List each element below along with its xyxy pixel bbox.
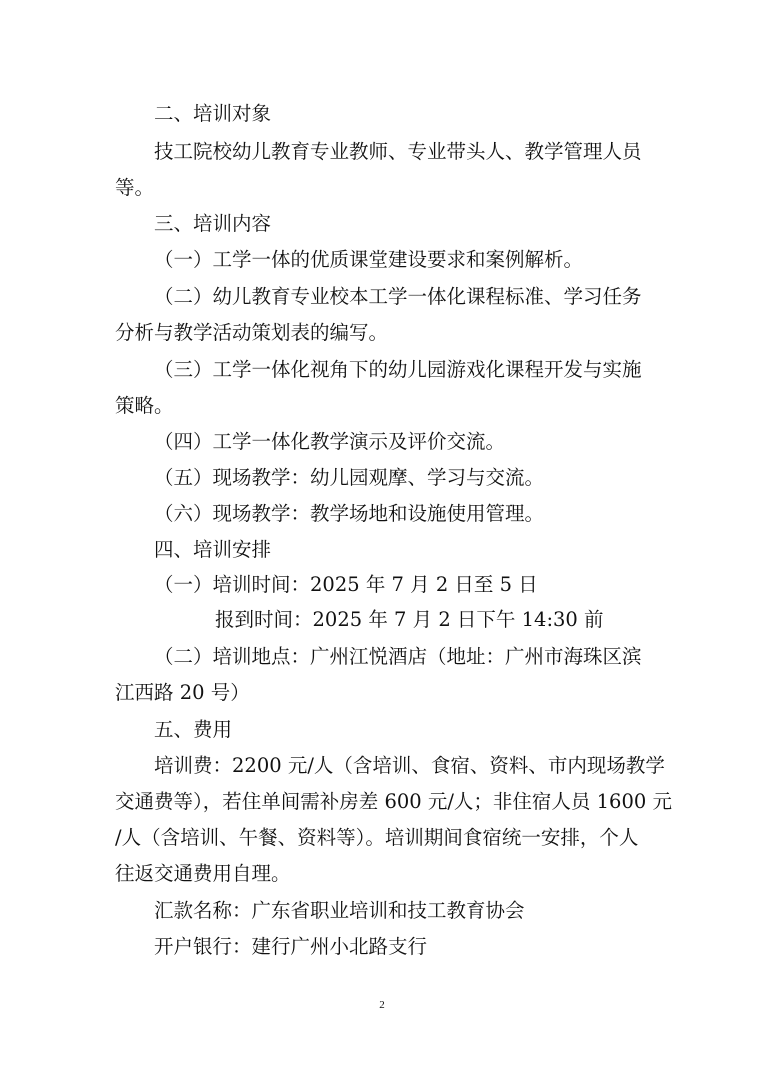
list-item: （五）现场教学：幼儿园观摩、学习与交流。 [154,466,545,489]
section-heading-training-schedule: 四、培训安排 [154,538,272,561]
list-item: （一）培训时间：2025 年 7 月 2 日至 5 日 [154,573,538,596]
list-item: （二）培训地点：广州江悦酒店（地址：广州市海珠区滨 [154,645,642,668]
section-heading-fees: 五、费用 [154,718,233,741]
section-heading-training-targets: 二、培训对象 [154,102,272,125]
list-item-continuation: 江西路 20 号） [115,681,250,704]
paragraph-line: 等。 [115,176,155,199]
paragraph-line: 培训费：2200 元/人（含培训、食宿、资料、市内现场教学 [154,754,665,777]
list-item: （四）工学一体化教学演示及评价交流。 [154,430,506,453]
paragraph-line: 交通费等），若住单间需补房差 600 元/人；非住宿人员 1600 元 [115,790,672,813]
list-item-continuation: 报到时间：2025 年 7 月 2 日下午 14:30 前 [215,608,604,631]
section-heading-training-content: 三、培训内容 [154,212,272,235]
account-name-line: 汇款名称：广东省职业培训和技工教育协会 [154,899,525,922]
list-item: （二）幼儿教育专业校本工学一体化课程标准、学习任务 [154,285,642,308]
page-number: 2 [379,999,385,1011]
list-item: （三）工学一体化视角下的幼儿园游戏化课程开发与实施 [154,358,642,381]
paragraph-line: /人（含培训、午餐、资料等）。培训期间食宿统一安排，个人 [115,826,639,849]
list-item: （六）现场教学：教学场地和设施使用管理。 [154,502,545,525]
paragraph-line: 技工院校幼儿教育专业教师、专业带头人、教学管理人员 [154,140,642,163]
list-item: （一）工学一体的优质课堂建设要求和案例解析。 [154,248,584,271]
bank-line: 开户银行：建行广州小北路支行 [154,935,428,958]
paragraph-line: 往返交通费用自理。 [115,862,291,885]
list-item-continuation: 分析与教学活动策划表的编写。 [115,321,389,344]
list-item-continuation: 策略。 [115,394,174,417]
